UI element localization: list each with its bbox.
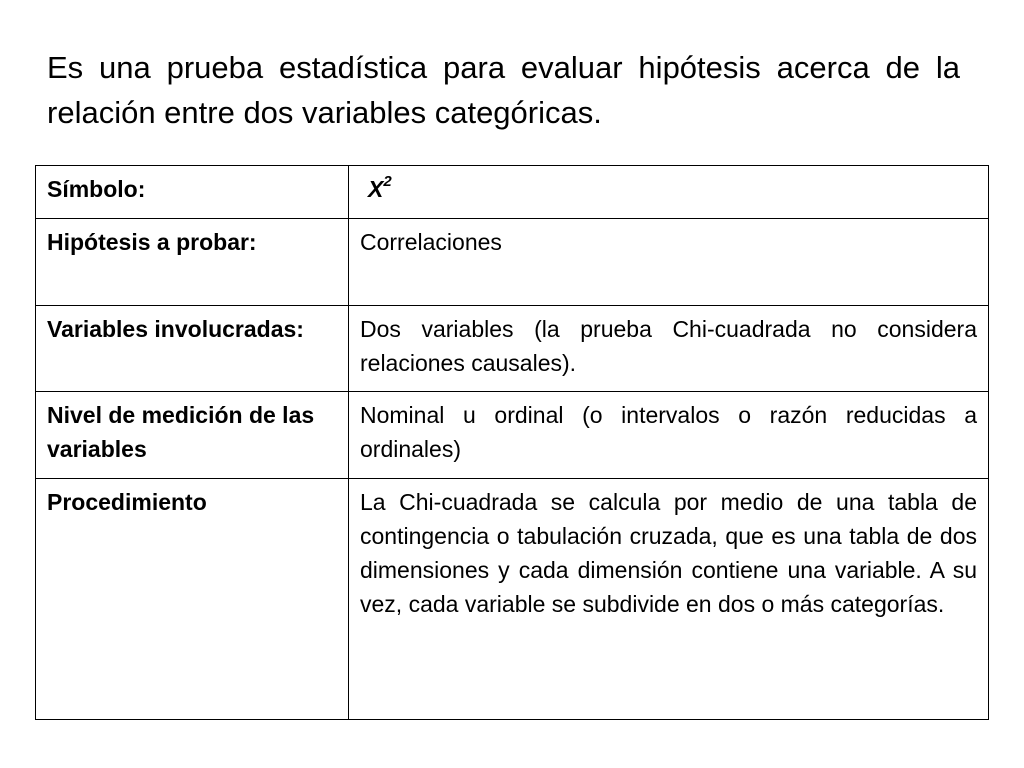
intro-paragraph: Es una prueba estadística para evaluar hipótesis acerca de la relación entre dos variables categóricas. <box>47 50 960 130</box>
row-value-procedure: La Chi-cuadrada se calcula por medio de una tabla de contingencia o tabulación cruzada, que es una tabla de dos dimensiones y cada dimensión contiene una variable. A su vez, cada variable se subdivide en dos o más categorías. <box>349 479 989 720</box>
row-label-measurement-level: Nivel de medición de las variables <box>36 392 349 479</box>
row-label-symbol: Símbolo: <box>36 166 349 219</box>
table-row <box>36 219 989 306</box>
symbol-exponent: 2 <box>383 173 392 191</box>
chi-square-info-table <box>35 165 989 720</box>
row-label-hypothesis: Hipótesis a probar: <box>36 219 349 306</box>
row-value-symbol <box>349 166 989 219</box>
table-row <box>36 392 989 479</box>
chi-square-symbol <box>360 173 392 202</box>
row-label-procedure: Procedimiento <box>36 479 349 720</box>
row-label-variables: Variables involucradas: <box>36 306 349 392</box>
row-value-variables: Dos variables (la prueba Chi-cuadrada no considera relaciones causales). <box>349 306 989 392</box>
table-row <box>36 306 989 392</box>
row-value-measurement-level: Nominal u ordinal (o intervalos o razón reducidas a ordinales) <box>349 392 989 479</box>
row-value-hypothesis: Correlaciones <box>349 219 989 306</box>
symbol-base: X <box>368 176 384 202</box>
table-row <box>36 166 989 219</box>
table-row <box>36 479 989 720</box>
